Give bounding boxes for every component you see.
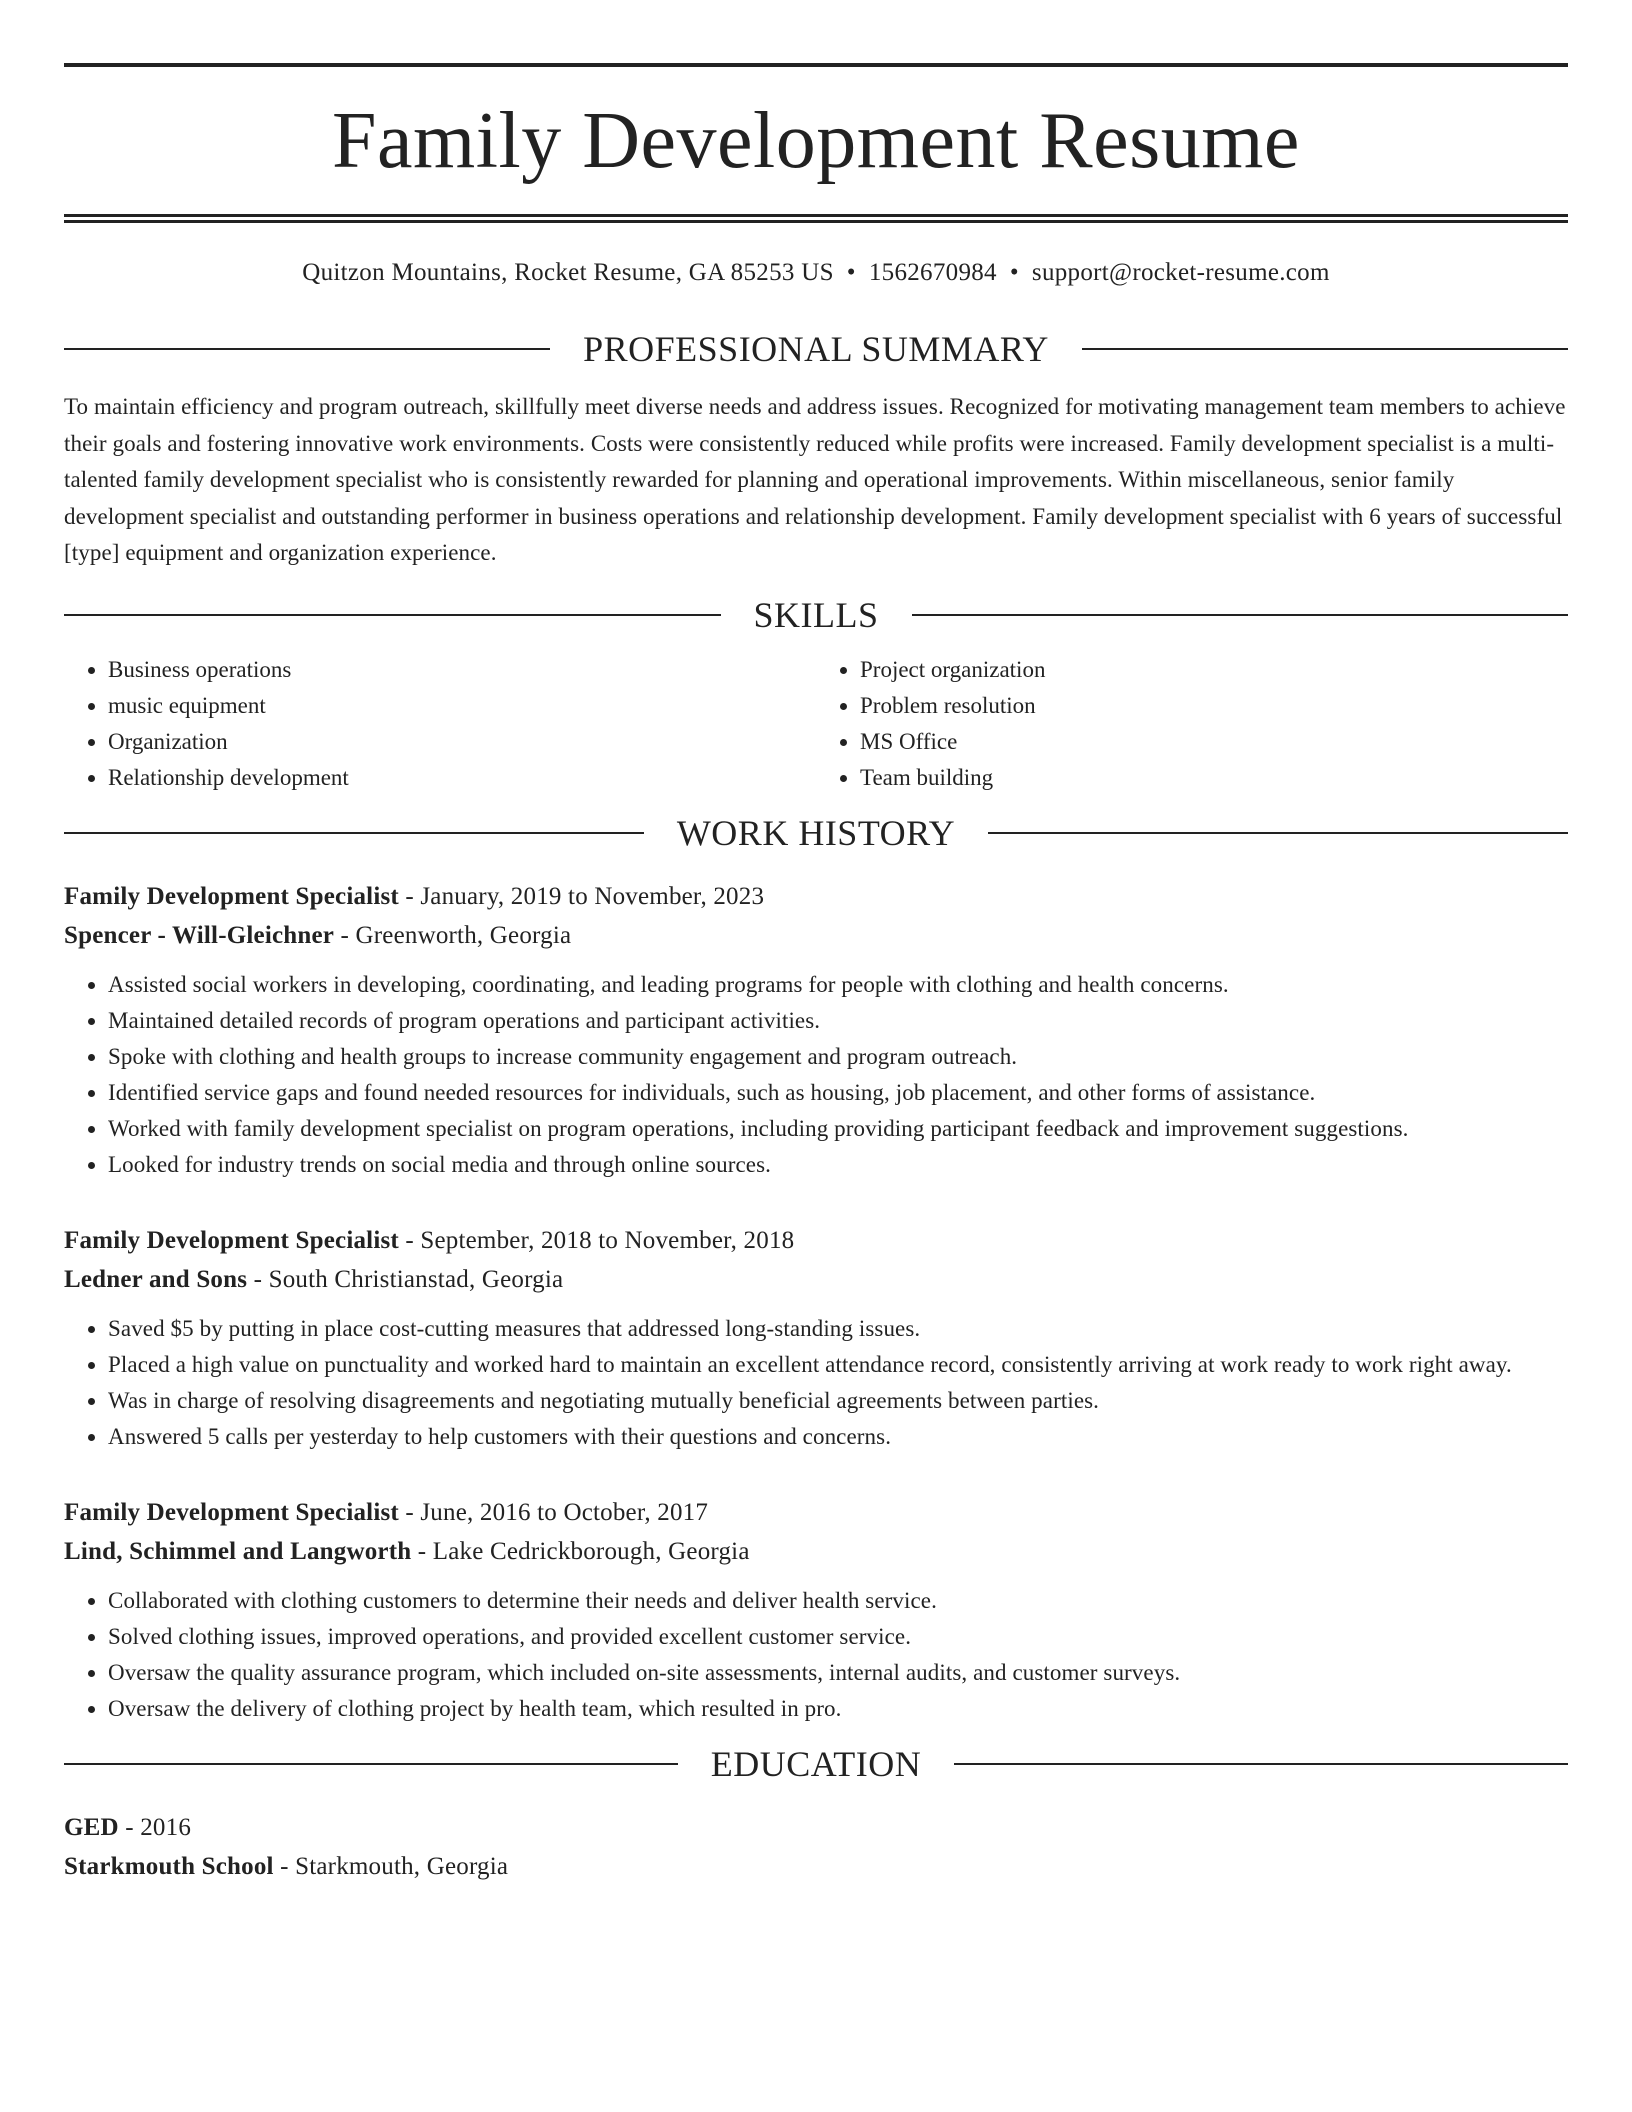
education-year: 2016 [140, 1813, 192, 1841]
heading-rule [912, 614, 1569, 616]
education-heading [64, 1744, 1568, 1784]
skill-item: • music equipment [108, 688, 816, 724]
job-location: Lake Cedrickborough, Georgia [432, 1537, 750, 1565]
job-bullet: • Identified service gaps and found needed resources for individuals, such as housing, job placement, and other forms of assistance. [108, 1075, 1568, 1111]
contact-separator: • [846, 259, 856, 286]
skill-item: • Project organization [860, 652, 1568, 688]
job-entry [64, 1221, 1568, 1455]
heading-rule [64, 832, 644, 834]
contact-address: Quitzon Mountains, Rocket Resume, GA 85253 US [302, 259, 834, 286]
job-title: Family Development Specialist [64, 1226, 399, 1254]
work-heading [64, 813, 1568, 853]
heading-rule [64, 614, 721, 616]
heading-rule [1082, 348, 1568, 350]
job-dates: June, 2016 to October, 2017 [420, 1498, 709, 1526]
summary-heading-label: PROFESSIONAL SUMMARY [583, 329, 1049, 369]
contact-separator: • [1009, 259, 1019, 286]
contact-phone: 1562670984 [868, 259, 997, 286]
job-bullet: • Placed a high value on punctuality and worked hard to maintain an excellent attendance record, consistently arriving at work ready to work right away. [108, 1347, 1568, 1383]
job-company-line: Spencer - Will-Gleichner - Greenworth, Georgia [64, 921, 572, 949]
job-entry [64, 1493, 1568, 1727]
job-company-line: Lind, Schimmel and Langworth - Lake Cedrickborough, Georgia [64, 1537, 750, 1565]
contact-email: support@rocket-resume.com [1031, 259, 1330, 286]
job-dates: September, 2018 to November, 2018 [420, 1226, 795, 1254]
education-entry [64, 1808, 1568, 1886]
job-bullet: • Looked for industry trends on social media and through online sources. [108, 1147, 1568, 1183]
job-bullet: • Maintained detailed records of program operations and participant activities. [108, 1003, 1568, 1039]
job-bullet: • Oversaw the delivery of clothing project by health team, which resulted in pro. [108, 1691, 1568, 1727]
top-rule [64, 63, 1568, 67]
skills-column-left [64, 652, 816, 796]
job-company: Ledner and Sons [64, 1265, 248, 1293]
skill-item: • Organization [108, 724, 816, 760]
skills-list [64, 652, 1568, 796]
education-degree: GED [64, 1813, 119, 1841]
job-bullet: • Assisted social workers in developing, coordinating, and leading programs for people with clothing and health concerns. [108, 967, 1568, 1003]
heading-rule [64, 1763, 678, 1765]
job-dates: January, 2019 to November, 2023 [420, 882, 765, 910]
skill-item: • Relationship development [108, 760, 816, 796]
education-heading-label: EDUCATION [710, 1743, 922, 1784]
job-title-line: Family Development Specialist - June, 2016 to October, 2017 [64, 1498, 709, 1526]
job-bullet: • Answered 5 calls per yesterday to help customers with their questions and concerns. [108, 1419, 1568, 1455]
job-location: Greenworth, Georgia [355, 921, 572, 949]
heading-rule [954, 1763, 1568, 1765]
job-bullet: • Collaborated with clothing customers to determine their needs and deliver health service. [108, 1583, 1568, 1619]
contact-line [64, 258, 1568, 288]
heading-rule [988, 832, 1568, 834]
skill-item: • Problem resolution [860, 688, 1568, 724]
job-title: Family Development Specialist [64, 1498, 399, 1526]
summary-heading [64, 329, 1568, 369]
skill-item: • MS Office [860, 724, 1568, 760]
job-bullet: • Saved $5 by putting in place cost-cutting measures that addressed long-standing issues. [108, 1311, 1568, 1347]
job-bullets [64, 1583, 1568, 1727]
job-bullet: • Was in charge of resolving disagreements and negotiating mutually beneficial agreements between parties. [108, 1383, 1568, 1419]
education-degree-line: GED - 2016 [64, 1813, 192, 1841]
job-location: South Christianstad, Georgia [268, 1265, 564, 1293]
job-bullets [64, 1311, 1568, 1455]
job-title: Family Development Specialist [64, 882, 399, 910]
resume-title: Family Development Resume [332, 97, 1300, 185]
education-school-line: Starkmouth School - Starkmouth, Georgia [64, 1852, 509, 1880]
education-school: Starkmouth School [64, 1852, 274, 1880]
work-heading-label: WORK HISTORY [676, 812, 956, 853]
job-bullet: • Spoke with clothing and health groups to increase community engagement and program outreach. [108, 1039, 1568, 1075]
skills-heading-label: SKILLS [753, 594, 879, 635]
job-title-line: Family Development Specialist - September, 2018 to November, 2018 [64, 1226, 795, 1254]
education-location: Starkmouth, Georgia [295, 1852, 509, 1880]
summary-text: To maintain efficiency and program outreach, skillfully meet diverse needs and address issues. Recognized for motivating management team members to achieve their goals and fostering innovative work environments. Costs were consistently reduced while profits were increased. Family development specialist is a multi-talented family development specialist who is consistently rewarded for planning and operational improvements. Within miscellaneous, senior family development specialist and outstanding performer in business operations and relationship development. Family development specialist with 6 years of successful [type] equipment and organization experience. [64, 394, 1566, 565]
skills-heading [64, 595, 1568, 635]
title-double-rule [64, 214, 1568, 223]
job-entry [64, 877, 1568, 1183]
skill-item: • Team building [860, 760, 1568, 796]
job-company: Lind, Schimmel and Langworth [64, 1537, 412, 1565]
job-title-line: Family Development Specialist - January, 2019 to November, 2023 [64, 882, 765, 910]
job-bullet: • Oversaw the quality assurance program, which included on-site assessments, internal audits, and customer surveys. [108, 1655, 1568, 1691]
job-company: Spencer - Will-Gleichner [64, 921, 335, 949]
job-company-line: Ledner and Sons - South Christianstad, Georgia [64, 1265, 564, 1293]
job-bullet: • Worked with family development specialist on program operations, including providing participant feedback and improvement suggestions. [108, 1111, 1568, 1147]
skills-column-right [816, 652, 1568, 796]
heading-rule [64, 348, 550, 350]
job-bullets [64, 967, 1568, 1183]
skill-item: • Business operations [108, 652, 816, 688]
job-bullet: • Solved clothing issues, improved operations, and provided excellent customer service. [108, 1619, 1568, 1655]
